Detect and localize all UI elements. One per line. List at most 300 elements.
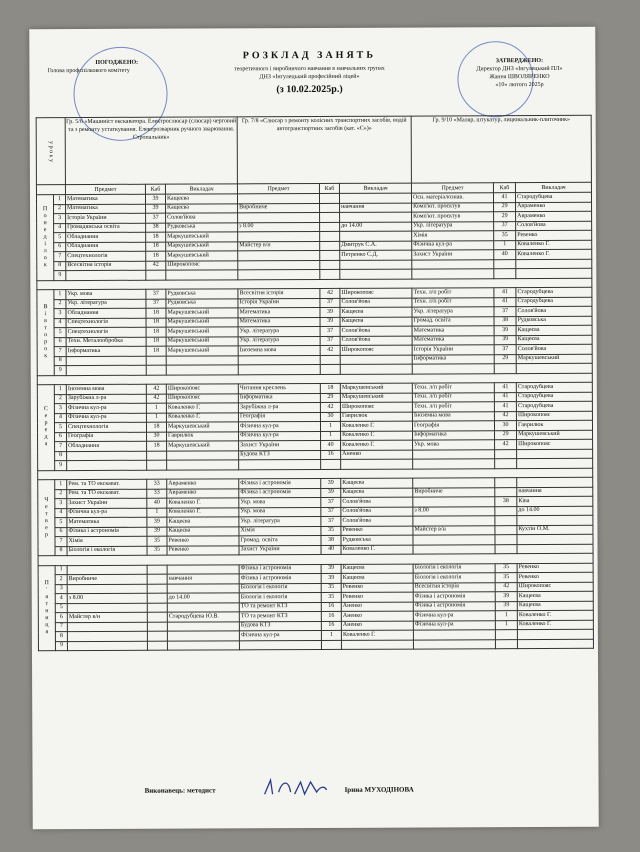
lesson-number: 5 bbox=[55, 603, 67, 613]
subject-cell: Фізика і астрономія bbox=[413, 592, 495, 602]
room-cell: 41 bbox=[494, 288, 516, 298]
teacher-cell: Ревенко bbox=[167, 545, 239, 555]
subject-cell: Географія bbox=[238, 412, 320, 422]
teacher-cell: Коваленко Г. bbox=[341, 545, 413, 555]
subject-cell: Математика bbox=[66, 204, 146, 214]
subject-cell bbox=[238, 193, 320, 203]
subject-cell bbox=[67, 584, 147, 594]
teacher-cell bbox=[341, 459, 413, 469]
teacher-cell: Стародубцева bbox=[516, 382, 592, 392]
room-cell: 1 bbox=[321, 421, 341, 431]
subject-cell: Біологія і екологія bbox=[413, 573, 495, 583]
teacher-cell: Кащеєва bbox=[341, 478, 413, 488]
teacher-cell: Авраменко bbox=[167, 488, 239, 498]
room-cell: 35 bbox=[321, 526, 341, 536]
teacher-cell bbox=[167, 602, 239, 612]
room-cell bbox=[495, 506, 517, 516]
subject-cell: Всесвітня історія bbox=[66, 261, 146, 271]
teacher-cell: Коваленко Г. bbox=[167, 498, 239, 508]
subject-cell bbox=[238, 231, 320, 241]
teacher-cell bbox=[516, 259, 592, 269]
subject-cell: Історія України bbox=[412, 345, 494, 355]
teacher-cell bbox=[517, 458, 593, 468]
teacher-cell: Широкопояс bbox=[517, 582, 593, 592]
room-cell bbox=[320, 231, 340, 241]
subject-cell: Укр. література bbox=[412, 221, 494, 231]
teacher-cell bbox=[517, 639, 593, 649]
subject-cell: Будова КТЗ bbox=[239, 621, 321, 631]
room-cell: 37 bbox=[320, 336, 340, 346]
subject-cell: Зарубіжна л-ра bbox=[238, 402, 320, 412]
room-cell: 38 bbox=[321, 535, 341, 545]
teacher-cell bbox=[167, 631, 239, 641]
room-cell bbox=[320, 269, 340, 279]
room-cell: 40 bbox=[494, 250, 516, 260]
lesson-number: 2 bbox=[54, 299, 66, 309]
room-cell: 29 bbox=[494, 202, 516, 212]
teacher-cell bbox=[340, 193, 412, 203]
lesson-number: 5 bbox=[55, 518, 67, 528]
room-cell bbox=[147, 612, 167, 622]
subject-cell: Географія bbox=[413, 421, 495, 431]
lesson-number: 7 bbox=[54, 252, 66, 262]
teacher-cell: Кащеєва bbox=[341, 488, 413, 498]
schedule-table bbox=[36, 115, 594, 651]
teacher-cell: Дмитрук С.А. bbox=[340, 241, 412, 251]
teacher-cell: Авраменко bbox=[516, 211, 592, 221]
subject-cell bbox=[67, 603, 147, 613]
subject-cell: Фізика і астрономія bbox=[239, 488, 321, 498]
teacher-cell: Солов'йова bbox=[341, 507, 413, 517]
teacher-cell bbox=[167, 564, 239, 574]
lesson-number: 6 bbox=[54, 242, 66, 252]
room-cell bbox=[147, 565, 167, 575]
room-cell: 37 bbox=[146, 299, 166, 309]
teacher-cell bbox=[517, 477, 593, 487]
teacher-cell: Аненко bbox=[341, 611, 413, 621]
teacher-cell: Маркушевський bbox=[166, 251, 238, 261]
subject-cell bbox=[238, 364, 320, 374]
room-cell: 35 bbox=[147, 536, 167, 546]
subject-cell: Математика bbox=[65, 194, 145, 204]
room-cell: 42 bbox=[146, 394, 166, 404]
subject-cell: Фізична кул-ра bbox=[67, 508, 147, 518]
teacher-cell bbox=[516, 268, 592, 278]
room-cell bbox=[495, 459, 517, 469]
teacher-cell: Широкопояс bbox=[340, 288, 412, 298]
subject-header: Предмет bbox=[411, 183, 493, 193]
teacher-cell: навчання bbox=[517, 487, 593, 497]
subject-header: Предмет bbox=[237, 183, 319, 193]
lesson-number: 1 bbox=[55, 480, 67, 490]
room-cell: 18 bbox=[146, 318, 166, 328]
room-cell: 39 bbox=[321, 478, 341, 488]
teacher-cell: Коваленко Г. bbox=[341, 440, 413, 450]
room-cell bbox=[320, 250, 340, 260]
lesson-number: 8 bbox=[54, 356, 66, 366]
agreed-block bbox=[47, 59, 197, 76]
kab-header: Каб bbox=[319, 183, 339, 193]
subject-cell: Укр. мова bbox=[413, 440, 495, 450]
group-7-8-title: Гр. 7/8 «Слюсар з ремонту колісних транспортних засобів, водій автотранспортних засобів (кат. «С»)» bbox=[237, 116, 411, 184]
subject-cell: Спецтехнологія bbox=[66, 327, 146, 337]
subject-cell bbox=[67, 451, 147, 461]
teacher-cell: Маркушевський bbox=[166, 317, 238, 327]
teacher-cell: Кащеєва bbox=[167, 517, 239, 527]
teacher-cell bbox=[340, 355, 412, 365]
teacher-header: Викладач bbox=[165, 184, 237, 194]
teacher-cell: Маркушевський bbox=[517, 430, 593, 440]
lesson-number: 9 bbox=[55, 461, 67, 471]
room-cell bbox=[320, 222, 340, 232]
lesson-number: 6 bbox=[54, 337, 66, 347]
room-cell bbox=[147, 631, 167, 641]
teacher-cell: Гаврилюк bbox=[517, 420, 593, 430]
teacher-cell: Маркушевський bbox=[166, 308, 238, 318]
document-header bbox=[29, 27, 595, 117]
teacher-cell: Стародубцева bbox=[516, 392, 592, 402]
teacher-cell: Аненко bbox=[341, 621, 413, 631]
room-cell: 18 bbox=[146, 251, 166, 261]
subject-cell: Фізична кул-ра bbox=[66, 413, 146, 423]
teacher-cell: Маркушевський bbox=[516, 354, 592, 364]
subject-cell: з 8.00 bbox=[238, 222, 320, 232]
teacher-cell: Авраменко bbox=[516, 202, 592, 212]
lesson-number: 4 bbox=[54, 318, 66, 328]
room-cell: 39 bbox=[494, 335, 516, 345]
room-cell: 42 bbox=[495, 440, 517, 450]
subject-cell: Захист України bbox=[239, 440, 321, 450]
subject-cell: Фізика і астрономія bbox=[239, 478, 321, 488]
teacher-cell bbox=[517, 534, 593, 544]
subject-cell: Фізична кул-ра bbox=[412, 240, 494, 250]
subject-cell: Рем. та ТО екскават. bbox=[67, 489, 147, 499]
room-cell bbox=[495, 449, 517, 459]
subject-cell: Укр. література bbox=[238, 336, 320, 346]
teacher-cell: Ревенко bbox=[516, 230, 592, 240]
room-cell bbox=[495, 630, 517, 640]
lesson-number: 5 bbox=[54, 328, 66, 338]
lesson-number: 3 bbox=[54, 309, 66, 319]
room-cell: 39 bbox=[147, 527, 167, 537]
subject-cell: Хімія bbox=[412, 231, 494, 241]
subject-cell: Хімія bbox=[239, 526, 321, 536]
lesson-number: 7 bbox=[55, 442, 67, 452]
subject-cell: Обладнання bbox=[67, 441, 147, 451]
teacher-cell bbox=[167, 460, 239, 470]
room-cell: 37 bbox=[320, 298, 340, 308]
room-cell: 1 bbox=[495, 611, 517, 621]
room-cell: 39 bbox=[147, 517, 167, 527]
teacher-cell: Стародубцева bbox=[516, 287, 592, 297]
teacher-cell: Солов'йова bbox=[340, 326, 412, 336]
approved-block bbox=[449, 57, 589, 90]
room-cell: 42 bbox=[495, 582, 517, 592]
room-cell: 40 bbox=[321, 545, 341, 555]
lesson-number: 7 bbox=[55, 537, 67, 547]
subject-cell bbox=[413, 497, 495, 507]
teacher-header: Викладач bbox=[339, 183, 411, 193]
room-cell bbox=[495, 478, 517, 488]
room-cell: 42 bbox=[146, 384, 166, 394]
room-cell: 1 bbox=[146, 403, 166, 413]
subject-cell: Фізична кул-ра bbox=[413, 620, 495, 630]
teacher-cell: Кащеєва bbox=[517, 601, 593, 611]
subject-cell: Спецтехнологія bbox=[66, 422, 146, 432]
room-cell: 41 bbox=[494, 383, 516, 393]
room-cell: 38 bbox=[495, 497, 517, 507]
teacher-header: Викладач bbox=[515, 182, 591, 192]
teacher-cell: Широкопояс bbox=[517, 439, 593, 449]
subject-cell: Укр. мова bbox=[66, 289, 146, 299]
teacher-cell: Солов'йова bbox=[516, 344, 592, 354]
room-cell bbox=[321, 459, 341, 469]
subject-cell bbox=[412, 269, 494, 279]
teacher-cell: Стародубцева bbox=[516, 297, 592, 307]
subject-cell bbox=[413, 630, 495, 640]
room-cell: 39 bbox=[495, 592, 517, 602]
teacher-cell: Кащеєва bbox=[340, 307, 412, 317]
room-cell: 16 bbox=[321, 611, 341, 621]
room-cell bbox=[494, 364, 516, 374]
lesson-number: 5 bbox=[54, 233, 66, 243]
subject-cell: Захист України bbox=[412, 250, 494, 260]
teacher-cell: Кащеєва bbox=[516, 335, 592, 345]
room-cell bbox=[495, 487, 517, 497]
subject-cell bbox=[413, 535, 495, 545]
subject-cell: Фізична кул-ра bbox=[239, 431, 321, 441]
subject-cell: Техн. л/п робіт bbox=[412, 288, 494, 298]
subject-cell: Виробниче bbox=[413, 487, 495, 497]
teacher-cell: Кащеєва bbox=[340, 317, 412, 327]
teacher-cell: Широкопояс bbox=[516, 411, 592, 421]
executor-name: Ірина МУХОДІНОВА bbox=[344, 785, 414, 794]
lesson-number: 3 bbox=[55, 584, 67, 594]
room-cell: 30 bbox=[495, 421, 517, 431]
teacher-cell: Кащеєва bbox=[165, 194, 237, 204]
subject-cell: Фізика і астрономія bbox=[413, 601, 495, 611]
teacher-cell bbox=[517, 515, 593, 525]
subject-cell: Спецтехнологія bbox=[66, 251, 146, 261]
subject-cell: Укр. література bbox=[412, 307, 494, 317]
subject-cell: Комп'ют. проєктув bbox=[412, 202, 494, 212]
room-cell bbox=[147, 593, 167, 603]
subject-cell: Техн. Металообробка bbox=[66, 337, 146, 347]
subject-header: Предмет bbox=[65, 184, 145, 194]
room-cell: 39 bbox=[321, 488, 341, 498]
subject-cell: з 8.00 bbox=[413, 506, 495, 516]
lesson-number: 7 bbox=[54, 347, 66, 357]
teacher-cell: Маркушевський bbox=[340, 393, 412, 403]
lesson-number: 6 bbox=[55, 432, 67, 442]
lesson-number: 3 bbox=[55, 499, 67, 509]
teacher-cell: Широкопояс bbox=[166, 260, 238, 270]
subject-cell: Захист України bbox=[239, 545, 321, 555]
teacher-cell: Аненко bbox=[341, 450, 413, 460]
room-cell: 42 bbox=[146, 261, 166, 271]
teacher-cell: Кащеєва bbox=[516, 325, 592, 335]
room-cell: 41 bbox=[494, 392, 516, 402]
teacher-cell: Солов'йова bbox=[516, 306, 592, 316]
teacher-cell bbox=[167, 583, 239, 593]
subject-cell: Географія bbox=[67, 432, 147, 442]
lesson-number: 3 bbox=[54, 214, 66, 224]
room-cell: 39 bbox=[495, 601, 517, 611]
teacher-cell: Ревенко bbox=[341, 583, 413, 593]
teacher-cell: Ківа bbox=[517, 496, 593, 506]
subtitle-1: теоретичного і виробничого навчання в навчальних групах bbox=[234, 65, 385, 73]
subject-cell: Фізика і астрономія bbox=[239, 573, 321, 583]
subject-cell bbox=[413, 516, 495, 526]
lesson-number: 7 bbox=[55, 622, 67, 632]
room-cell: 39 bbox=[145, 194, 165, 204]
subject-cell: Майстер в/н bbox=[67, 612, 147, 622]
teacher-cell: Ревенко bbox=[167, 536, 239, 546]
lesson-number: 8 bbox=[54, 261, 66, 271]
room-cell: 29 bbox=[494, 354, 516, 364]
lesson-number: 1 bbox=[54, 290, 66, 300]
teacher-cell: Коваленко Г. bbox=[166, 412, 238, 422]
subject-cell bbox=[412, 364, 494, 374]
schedule-sheet bbox=[29, 27, 598, 829]
agreed-label: ПОГОДЖЕНО: bbox=[95, 59, 139, 66]
subject-cell: Хімія bbox=[67, 536, 147, 546]
room-cell: 39 bbox=[146, 204, 166, 214]
teacher-cell: Ревенко bbox=[517, 563, 593, 573]
room-cell: 18 bbox=[146, 232, 166, 242]
subject-cell: Математика bbox=[412, 335, 494, 345]
lesson-number: 9 bbox=[54, 366, 66, 376]
group-5-6-title: Гр. 5/6 «Машиніст екскаватора. Електрослюсар (слюсар) черговий та з ремонту устаткування. Електрозварник ручного зварювання. Стропальник» bbox=[65, 117, 237, 185]
teacher-cell: Солов'йова bbox=[166, 213, 238, 223]
room-cell: 1 bbox=[321, 431, 341, 441]
room-cell: 37 bbox=[321, 507, 341, 517]
subject-cell: ТО та ремонт КТЗ bbox=[239, 611, 321, 621]
subject-cell: Громад. освіта bbox=[239, 535, 321, 545]
subject-cell: Іноземна мова bbox=[238, 345, 320, 355]
subject-cell: Інформатика bbox=[238, 393, 320, 403]
subject-cell: Техн. л/п робіт bbox=[412, 402, 494, 412]
subject-cell: Біологія і екологія bbox=[239, 583, 321, 593]
teacher-cell: Коваленко Г. bbox=[167, 507, 239, 517]
subject-cell: Біологія і екологія bbox=[67, 546, 147, 556]
subject-cell: Історія України bbox=[238, 298, 320, 308]
teacher-cell bbox=[166, 270, 238, 280]
teacher-cell bbox=[340, 269, 412, 279]
schedule-date: (з 10.02.2025р.) bbox=[276, 83, 343, 96]
room-cell: 42 bbox=[320, 345, 340, 355]
approved-line-1: Директор ДНЗ «Інгулецький ПЛ» bbox=[476, 65, 563, 73]
lesson-number: 8 bbox=[55, 546, 67, 556]
room-cell bbox=[495, 525, 517, 535]
subject-cell: Фізична кул-ра bbox=[413, 611, 495, 621]
subject-cell bbox=[413, 449, 495, 459]
teacher-cell: Широкопояс bbox=[166, 393, 238, 403]
day-label: П ' я т н и ц я bbox=[38, 565, 55, 651]
teacher-cell bbox=[340, 231, 412, 241]
room-cell: 40 bbox=[321, 440, 341, 450]
lesson-number: 1 bbox=[53, 195, 65, 205]
teacher-cell: Маркушевський bbox=[340, 383, 412, 393]
teacher-cell: до 14.00 bbox=[167, 593, 239, 603]
room-cell: 41 bbox=[494, 402, 516, 412]
subject-cell bbox=[238, 355, 320, 365]
subject-cell bbox=[66, 365, 146, 375]
room-cell: 35 bbox=[321, 583, 341, 593]
subject-cell bbox=[66, 356, 146, 366]
lesson-number: 4 bbox=[55, 594, 67, 604]
day-label: В і в т о р о к bbox=[37, 290, 54, 376]
room-cell bbox=[495, 544, 517, 554]
lesson-number: 6 bbox=[55, 527, 67, 537]
room-cell: 37 bbox=[321, 516, 341, 526]
executor-label: Виконавець: методист bbox=[144, 786, 216, 795]
teacher-cell bbox=[167, 450, 239, 460]
room-cell bbox=[320, 212, 340, 222]
teacher-cell: Маркушевський bbox=[166, 241, 238, 251]
lesson-number: 8 bbox=[55, 451, 67, 461]
room-cell: 18 bbox=[146, 337, 166, 347]
subject-cell: Фізична кул-ра bbox=[66, 403, 146, 413]
teacher-cell bbox=[340, 212, 412, 222]
teacher-cell: Гаврилюк bbox=[167, 431, 239, 441]
lesson-number: 4 bbox=[55, 508, 67, 518]
room-cell bbox=[146, 356, 166, 366]
room-cell bbox=[147, 460, 167, 470]
subject-cell: Математика bbox=[238, 317, 320, 327]
subject-cell bbox=[238, 269, 320, 279]
room-cell: 42 bbox=[320, 288, 340, 298]
subject-cell: ТО та ремонт КТЗ bbox=[239, 602, 321, 612]
room-cell: 1 bbox=[146, 413, 166, 423]
teacher-cell: Солов'йова bbox=[341, 516, 413, 526]
lesson-number: 2 bbox=[55, 489, 67, 499]
subject-cell: Всесвітня історія bbox=[413, 582, 495, 592]
day-label: П о н е д і л о к bbox=[36, 195, 53, 281]
subject-cell: Укр. література bbox=[238, 326, 320, 336]
room-cell bbox=[147, 451, 167, 461]
room-cell bbox=[495, 535, 517, 545]
room-cell bbox=[494, 259, 516, 269]
teacher-cell: Стародубцева bbox=[516, 192, 592, 202]
subject-cell bbox=[412, 259, 494, 269]
teacher-cell: Солов'йова bbox=[340, 298, 412, 308]
teacher-cell: Солов'йова bbox=[340, 336, 412, 346]
teacher-cell: Коваленко Г. bbox=[166, 403, 238, 413]
subject-cell: Укр. література bbox=[239, 516, 321, 526]
subject-cell bbox=[67, 460, 147, 470]
subject-cell: Іноземна мова bbox=[412, 411, 494, 421]
room-cell: 1 bbox=[321, 630, 341, 640]
room-cell: 39 bbox=[321, 573, 341, 583]
subject-cell: Всесвітня історія bbox=[238, 288, 320, 298]
room-cell: 29 bbox=[495, 430, 517, 440]
teacher-cell: до 14.00 bbox=[517, 506, 593, 516]
subtitle-2: ДНЗ «Інгулецький професійний ліцей» bbox=[259, 73, 360, 81]
room-cell bbox=[320, 203, 340, 213]
lesson-number: 1 bbox=[55, 565, 67, 575]
subject-cell: Обладнання bbox=[66, 232, 146, 242]
subject-cell bbox=[67, 622, 147, 632]
teacher-cell: Кухтін О.М. bbox=[517, 525, 593, 535]
subject-cell: Фізика і астрономія bbox=[67, 527, 147, 537]
room-cell: 1 bbox=[495, 620, 517, 630]
teacher-cell bbox=[517, 544, 593, 554]
teacher-cell bbox=[167, 621, 239, 631]
teacher-cell: навчання bbox=[167, 574, 239, 584]
room-cell: 16 bbox=[321, 621, 341, 631]
teacher-cell: Маркушевський bbox=[167, 441, 239, 451]
